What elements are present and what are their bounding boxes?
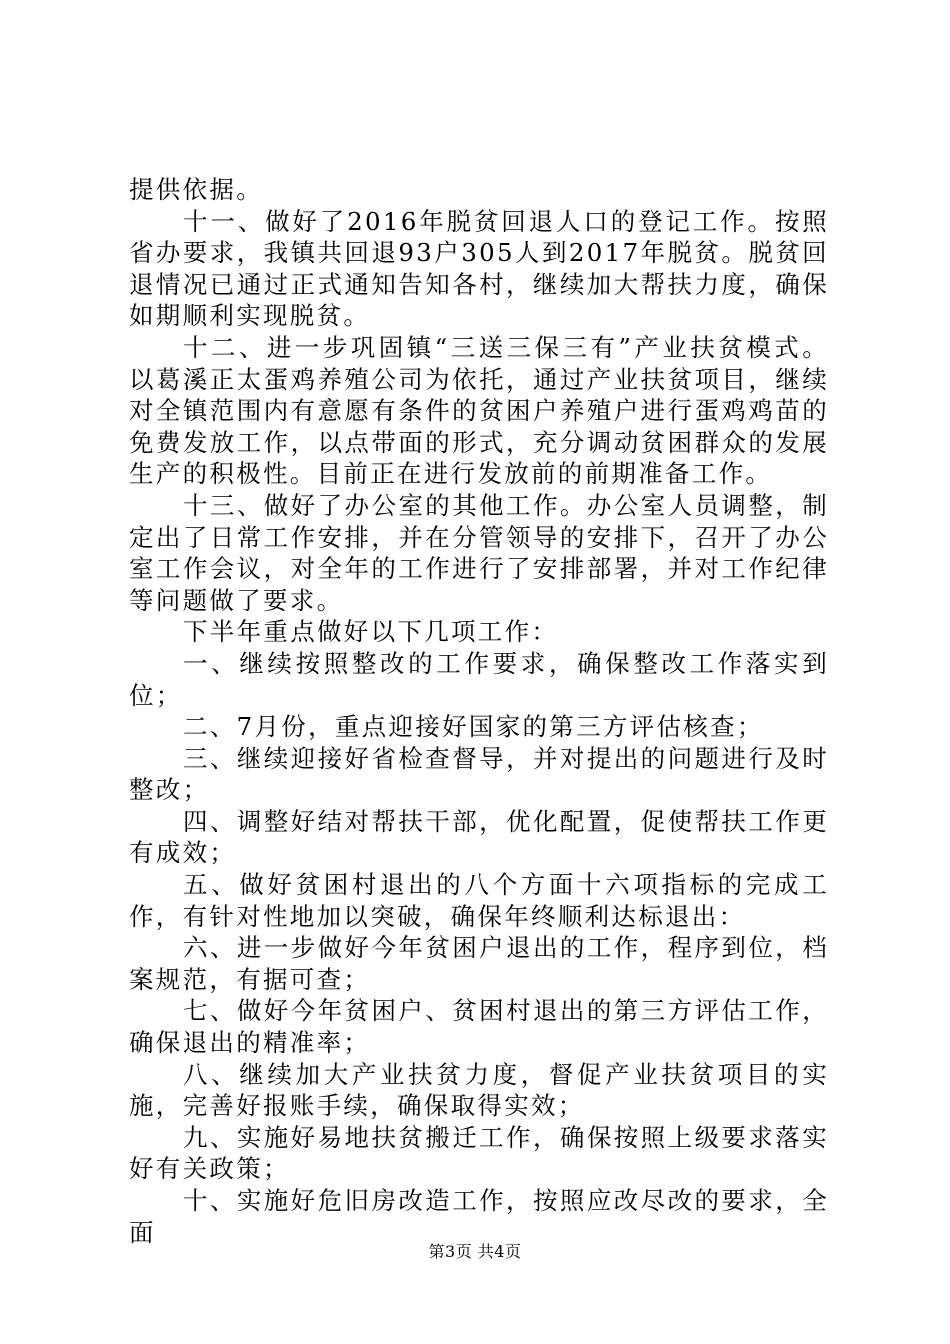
paragraph-15: 十、实施好危旧房改造工作，按照应改尽改的要求，全面 (129, 1186, 829, 1247)
document-body (129, 174, 829, 1248)
paragraph-6: 一、继续按照整改的工作要求，确保整改工作落实到位； (129, 648, 829, 710)
paragraph-13: 八、继续加大产业扶贫力度，督促产业扶贫项目的实施，完善好报账手续，确保取得实效； (129, 1059, 829, 1121)
paragraph-4: 十三、做好了办公室的其他工作。办公室人员调整，制定出了日常工作安排，并在分管领导的安排下，召开了办公室工作会议，对全年的工作进行了安排部署，并对工作纪律等问题做了要求。 (129, 490, 829, 615)
page-number-footer: 第3页 共4页 (428, 1242, 522, 1261)
paragraph-9: 四、调整好结对帮扶干部，优化配置，促使帮扶工作更有成效； (129, 806, 829, 868)
paragraph-10: 五、做好贫困村退出的八个方面十六项指标的完成工作，有针对性地加以突破，确保年终顺利达标退出： (129, 870, 829, 931)
paragraph-12: 七、做好今年贫困户、贫困村退出的第三方评估工作，确保退出的精准率； (129, 996, 829, 1058)
paragraph-2: 十一、做好了2016年脱贫回退人口的登记工作。按照省办要求，我镇共回退93户305人到2017年脱贫。脱贫回退情况已通过正式通知告知各村，继续加大帮扶力度，确保如期顺利实现脱贫。 (129, 206, 829, 331)
paragraph-7: 二、7月份，重点迎接好国家的第三方评估核查； (183, 712, 764, 742)
paragraph-8: 三、继续迎接好省检查督导，并对提出的问题进行及时整改； (129, 743, 829, 805)
paragraph-11: 六、进一步做好今年贫困户退出的工作，程序到位，档案规范，有据可查； (129, 933, 829, 994)
paragraph-14: 九、实施好易地扶贫搬迁工作，确保按照上级要求落实好有关政策； (129, 1122, 829, 1184)
paragraph-5: 下半年重点做好以下几项工作： (183, 617, 559, 647)
paragraph-3: 十二、进一步巩固镇“三送三保三有”产业扶贫模式。以葛溪正太蛋鸡养殖公司为依托，通过产业扶贫项目，继续对全镇范围内有意愿有条件的贫困户养殖户进行蛋鸡鸡苗的免费发放工作，以点带面的形式，充分调动贫困群众的发展生产的积极性。目前正在进行发放前的前期准备工作。 (129, 332, 829, 489)
paragraph-1: 提供依据。 (129, 175, 263, 204)
